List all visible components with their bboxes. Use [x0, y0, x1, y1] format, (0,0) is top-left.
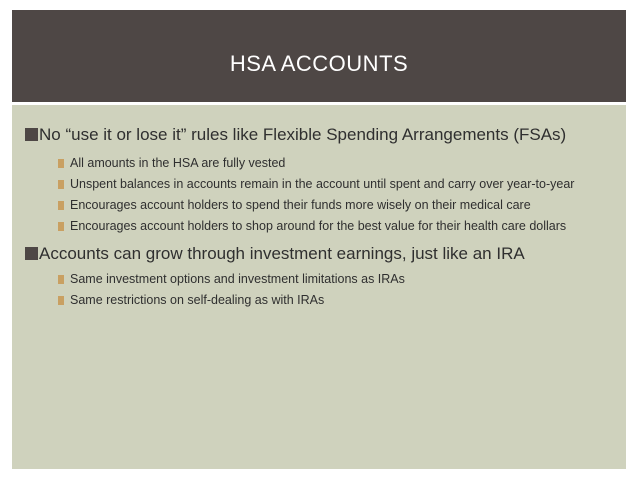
title-bar [12, 10, 626, 102]
sub-bullet-item [12, 155, 626, 172]
slide-body [12, 124, 626, 309]
small-bullet-icon [58, 296, 64, 305]
sub-bullet-item [12, 292, 626, 309]
small-bullet-icon [58, 222, 64, 231]
small-bullet-icon [58, 201, 64, 210]
small-bullet-icon [58, 180, 64, 189]
slide-frame [12, 10, 626, 469]
slide-title: HSA ACCOUNTS [229, 51, 409, 76]
sub-bullet-text: Encourages account holders to spend their funds more wisely on their medical care [70, 198, 531, 212]
sub-bullet-text: Unspent balances in accounts remain in the account until spent and carry over year-to-year [70, 177, 575, 191]
sub-bullet-item [12, 218, 626, 235]
sub-bullet-text: Same investment options and investment limitations as IRAs [70, 272, 405, 286]
bullet-item [12, 243, 626, 265]
sub-bullet-item [12, 197, 626, 214]
bullet-text: Accounts can grow through investment earnings, just like an IRA [39, 244, 525, 263]
sub-bullet-text: Encourages account holders to shop around for the best value for their health care dollars [70, 219, 567, 233]
square-bullet-icon [25, 128, 38, 141]
small-bullet-icon [58, 275, 64, 284]
small-bullet-icon [58, 159, 64, 168]
sub-bullet-item [12, 271, 626, 288]
bullet-text: No “use it or lose it” rules like Flexible Spending Arrangements (FSAs) [39, 125, 567, 144]
square-bullet-icon [25, 247, 38, 260]
bullet-item [12, 124, 626, 146]
sub-bullet-item [12, 176, 626, 193]
sub-bullet-text: All amounts in the HSA are fully vested [70, 156, 286, 170]
sub-bullet-text: Same restrictions on self-dealing as with IRAs [70, 293, 325, 307]
